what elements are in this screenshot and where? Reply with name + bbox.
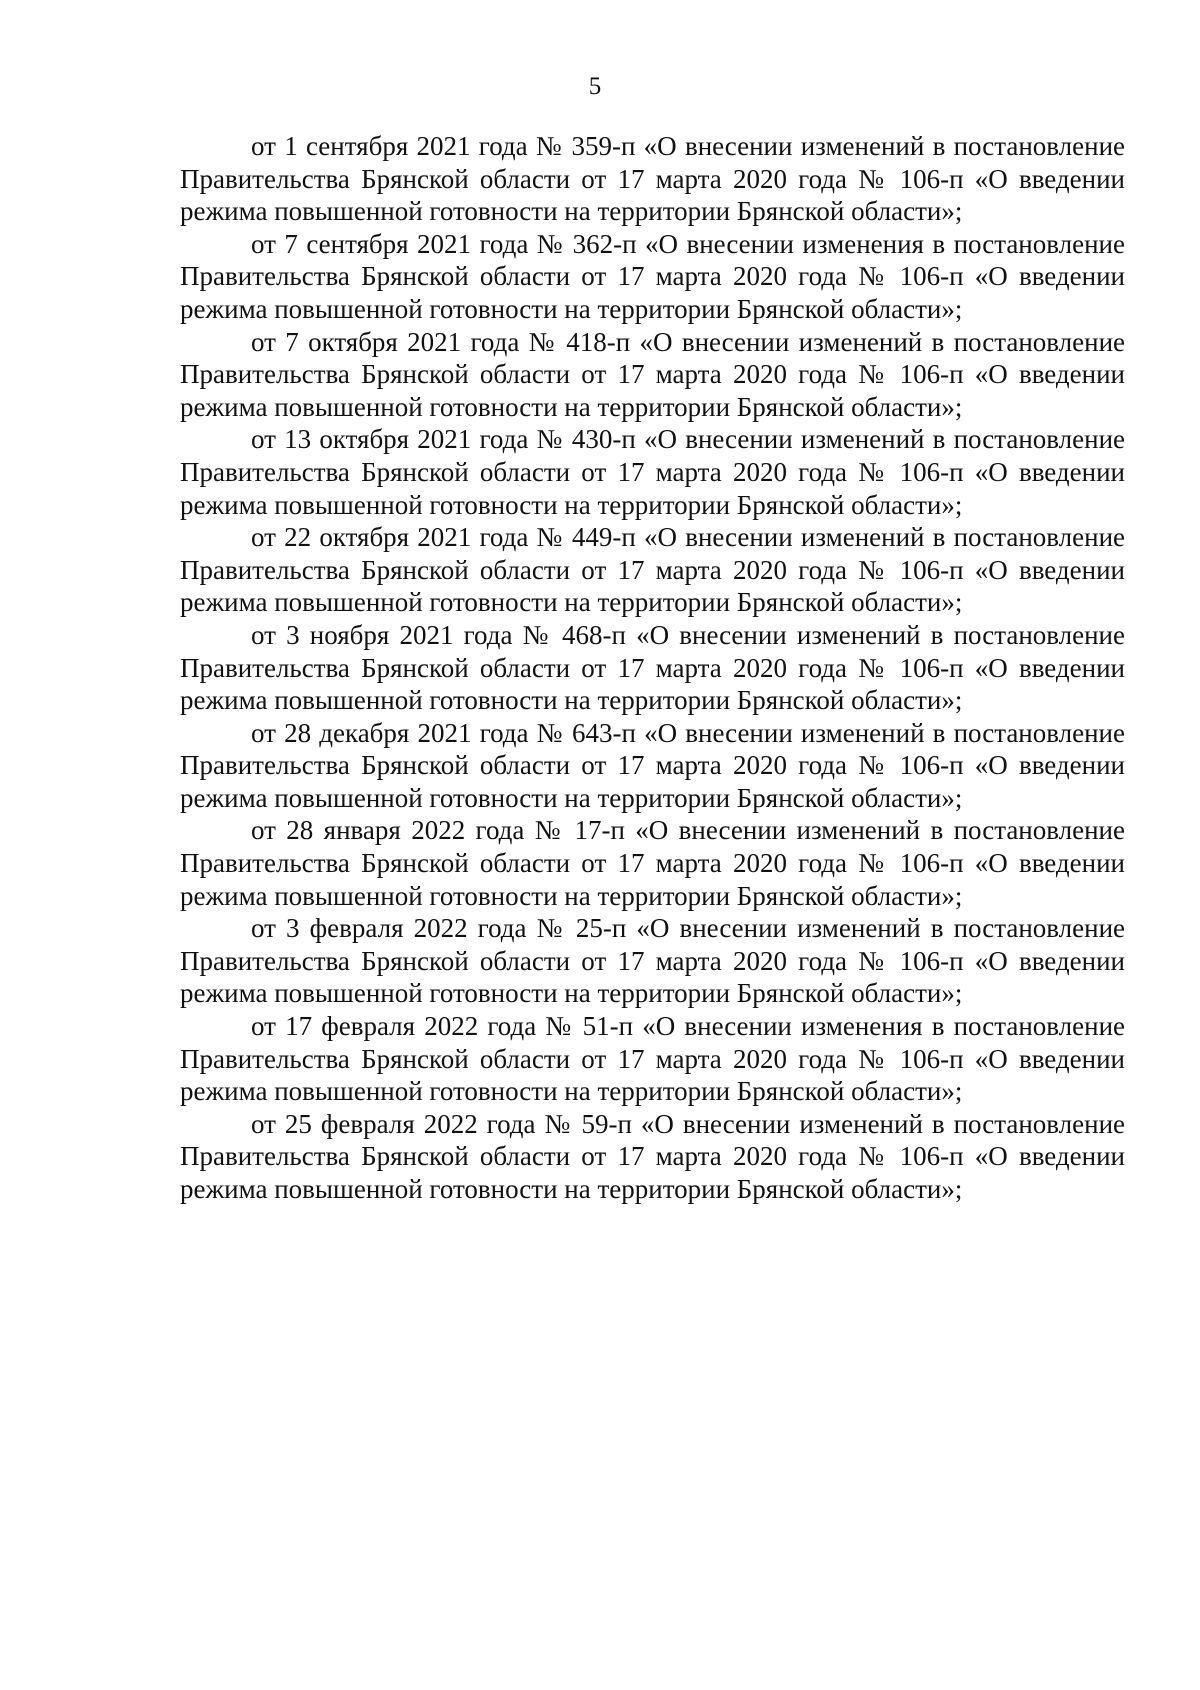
paragraph: от 13 октября 2021 года № 430-п «О внесении изменений в постановление Правительства Брянской области от 17 марта 2020 года № 106-п «О введении режима повышенной готовности на территории Брянской области»; [180, 424, 1125, 520]
paragraph: от 7 сентября 2021 года № 362-п «О внесении изменения в постановление Правительства Брянской области от 17 марта 2020 года № 106-п «О введении режима повышенной готовности на территории Брянской области»; [180, 228, 1125, 324]
paragraph: от 25 февраля 2022 года № 59-п «О внесении изменений в постановление Правительства Брянской области от 17 марта 2020 года № 106-п «О введении режима повышенной готовности на территории Брянской области»; [180, 1108, 1125, 1204]
paragraph: от 22 октября 2021 года № 449-п «О внесении изменений в постановление Правительства Брянской области от 17 марта 2020 года № 106-п «О введении режима повышенной готовности на территории Брянской области»; [180, 522, 1125, 618]
paragraph: от 7 октября 2021 года № 418-п «О внесении изменений в постановление Правительства Брянской области от 17 марта 2020 года № 106-п «О введении режима повышенной готовности на территории Брянской области»; [180, 326, 1125, 422]
paragraph: от 28 декабря 2021 года № 643-п «О внесении изменений в постановление Правительства Брянской области от 17 марта 2020 года № 106-п «О введении режима повышенной готовности на территории Брянской области»; [180, 717, 1125, 813]
paragraph: от 1 сентября 2021 года № 359-п «О внесении изменений в постановление Правительства Брянской области от 17 марта 2020 года № 106-п «О введении режима повышенной готовности на территории Брянской области»; [180, 131, 1125, 227]
paragraph: от 3 февраля 2022 года № 25-п «О внесении изменений в постановление Правительства Брянской области от 17 марта 2020 года № 106-п «О введении режима повышенной готовности на территории Брянской области»; [180, 913, 1125, 1009]
document-body [180, 130, 1125, 1206]
paragraph: от 28 января 2022 года № 17-п «О внесении изменений в постановление Правительства Брянской области от 17 марта 2020 года № 106-п «О введении режима повышенной готовности на территории Брянской области»; [180, 815, 1125, 911]
page-number: 5 [588, 73, 602, 100]
paragraph: от 17 февраля 2022 года № 51-п «О внесении изменения в постановление Правительства Брянской области от 17 марта 2020 года № 106-п «О введении режима повышенной готовности на территории Брянской области»; [180, 1011, 1125, 1107]
paragraph: от 3 ноября 2021 года № 468-п «О внесении изменений в постановление Правительства Брянской области от 17 марта 2020 года № 106-п «О введении режима повышенной готовности на территории Брянской области»; [180, 619, 1125, 716]
